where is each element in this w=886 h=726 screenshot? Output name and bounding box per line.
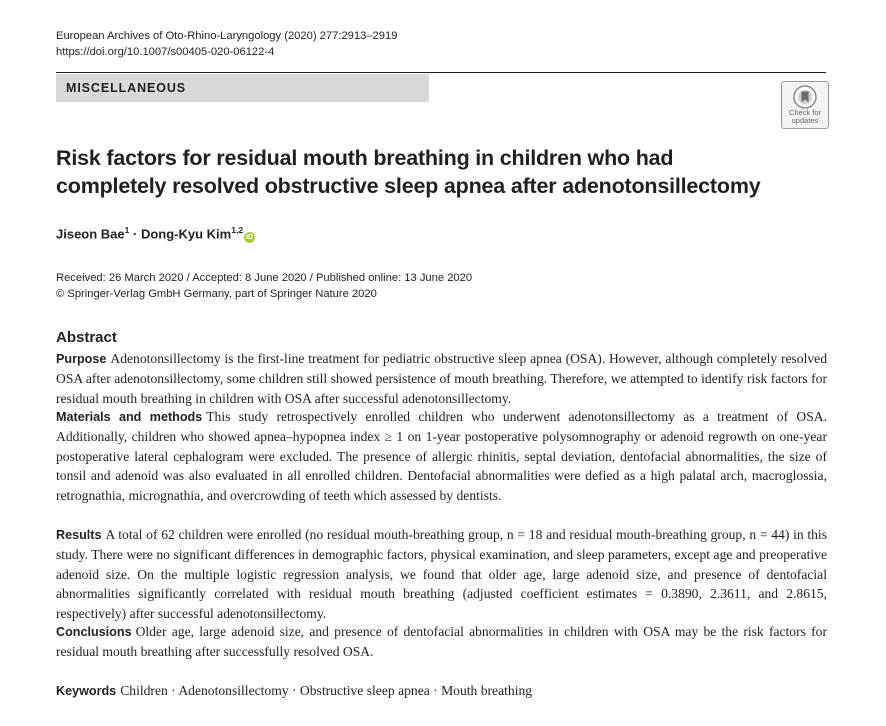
abstract-conclusions	[56, 622, 827, 662]
author-separator: ·	[129, 226, 141, 242]
check-for-updates-badge[interactable]	[781, 81, 829, 129]
title-line-2: completely resolved obstructive sleep apnea after adenotonsillectomy	[56, 174, 761, 198]
copyright-line: © Springer-Verlag GmbH Germany, part of Springer Nature 2020	[56, 288, 377, 300]
journal-header	[56, 28, 397, 60]
section-label: MISCELLANEOUS	[66, 81, 187, 95]
conclusions-label: Conclusions	[56, 625, 132, 639]
bookmark-icon	[793, 85, 817, 109]
author-1-name[interactable]: Jiseon Bae	[56, 226, 125, 242]
abstract-methods	[56, 407, 827, 505]
author-2-affiliation: 1,2	[231, 225, 244, 235]
keywords-label: Keywords	[56, 684, 117, 698]
methods-label: Materials and methods	[56, 410, 203, 424]
purpose-text: Adenotonsillectomy is the first-line treatment for pediatric obstructive sleep apnea (OSA). However, although completely resolved OSA after adenotonsillectomy, some children still showed persistence of mouth breathing. Therefore, we attempted to identify risk factors for residual mouth breathing in children with OSA after successful adenotonsillectomy.	[56, 351, 827, 406]
methods-text: This study retrospectively enrolled children who underwent adenotonsillectomy as a treatment of OSA. Additionally, children who showed apnea–hypopnea index ≥ 1 on 1-year postoperative polysomnography or adenoid regrowth on one-year postoperative lateral cephalogram were excluded. The presence of allergic rhinitis, septal deviation, dentofacial abnormalities, the size of tonsil and adenoid was also evaluated in all enrolled children. Dentofacial abnormalities were defied as a high palatal arch, macroglossia, retrognathia, micrognathia, and overcrowding of teeth which assessed by dentists.	[56, 409, 828, 503]
publication-dates	[56, 270, 472, 302]
orcid-icon[interactable]: iD	[246, 234, 254, 242]
conclusions-text: Older age, large adenoid size, and presence of dentofacial abnormalities in children with OSA may be the risk factors for residual mouth breathing after successfully resolved OSA.	[56, 624, 827, 660]
author-list	[56, 225, 255, 243]
check-updates-line2: updates	[791, 116, 819, 125]
abstract-purpose	[56, 349, 827, 408]
results-label: Results	[56, 528, 102, 542]
purpose-label: Purpose	[56, 352, 107, 366]
author-2-name[interactable]: Dong-Kyu Kim	[140, 226, 232, 242]
keywords	[56, 681, 827, 701]
article-title	[56, 144, 816, 200]
title-line-1: Risk factors for residual mouth breathing in children who had	[56, 146, 674, 170]
section-label-bar	[56, 74, 429, 102]
author-1-affiliation: 1	[124, 225, 130, 235]
abstract-heading: Abstract	[56, 329, 117, 346]
keywords-text: Children · Adenotonsillectomy · Obstructive sleep apnea · Mouth breathing	[120, 683, 533, 698]
publication-history: Received: 26 March 2020 / Accepted: 8 June 2020 / Published online: 13 June 2020	[56, 272, 473, 284]
abstract-results	[56, 525, 827, 623]
check-updates-line1: Check for	[788, 108, 822, 117]
results-text: A total of 62 children were enrolled (no residual mouth-breathing group, n = 18 and residual mouth-breathing group, n = 44) in this study. There were no significant differences in demographic factors, physical examination, and sleep parameters, except age and preoperative adenoid size. On the multiple logistic regression analysis, we found that older age, large adenoid size, and presence of dentofacial abnormalities significantly correlated with residual mouth breathing (adjusted coefficient estimates = 0.3890, 2.3611, and 2.8615, respectively) after successful adenotonsillectomy.	[56, 527, 827, 621]
header-rule	[56, 72, 826, 73]
journal-citation: European Archives of Oto-Rhino-Laryngology (2020) 277:2913–2919	[56, 30, 398, 42]
journal-doi[interactable]: https://doi.org/10.1007/s00405-020-06122-4	[56, 46, 275, 58]
